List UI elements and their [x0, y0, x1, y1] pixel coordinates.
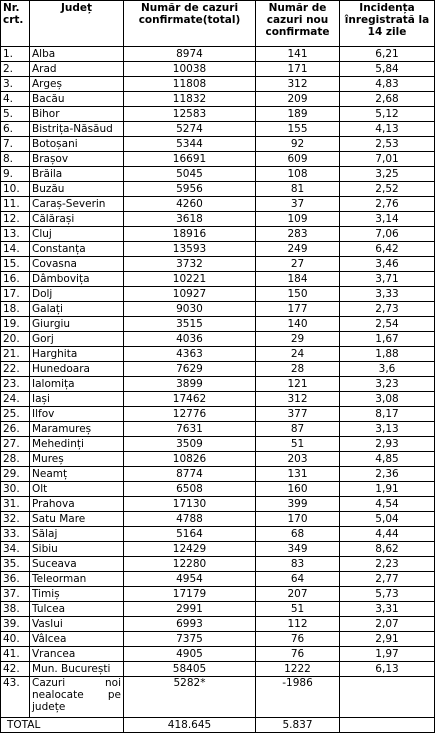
cell-total: 3515 [124, 317, 256, 332]
cell-total: 3899 [124, 377, 256, 392]
cell-nr: 15. [1, 257, 30, 272]
table-row [1, 197, 435, 212]
total-cases: 418.645 [124, 718, 256, 733]
cell-nr: 42. [1, 662, 30, 677]
header-judet: Județ [30, 1, 124, 47]
table-row [1, 332, 435, 347]
cell-total: 5164 [124, 527, 256, 542]
cell-judet: Bihor [30, 107, 124, 122]
cell-new: 37 [256, 197, 340, 212]
cell-nr: 30. [1, 482, 30, 497]
cell-judet: Giurgiu [30, 317, 124, 332]
table-row [1, 62, 435, 77]
total-label: TOTAL [1, 718, 124, 733]
cell-new: 24 [256, 347, 340, 362]
table-row [1, 632, 435, 647]
table-row [1, 542, 435, 557]
table-row [1, 497, 435, 512]
cell-incidence: 4,83 [340, 77, 435, 92]
cell-incidence: 3,31 [340, 602, 435, 617]
cell-total: 10826 [124, 452, 256, 467]
cell-nr: 35. [1, 557, 30, 572]
cell-total: 18916 [124, 227, 256, 242]
cell-incidence: 2,23 [340, 557, 435, 572]
cell-incidence: 5,12 [340, 107, 435, 122]
cell-nr: 4. [1, 92, 30, 107]
cell-judet: Tulcea [30, 602, 124, 617]
cell-total: 12776 [124, 407, 256, 422]
cell-new: 29 [256, 332, 340, 347]
cell-new: 312 [256, 392, 340, 407]
cell-total: 5344 [124, 137, 256, 152]
cell-new: 160 [256, 482, 340, 497]
cell-incidence: 2,07 [340, 617, 435, 632]
cell-incidence: 5,73 [340, 587, 435, 602]
cell-incidence: 3,25 [340, 167, 435, 182]
cell-new: 51 [256, 437, 340, 452]
cell-nr: 10. [1, 182, 30, 197]
cell-judet: Neamț [30, 467, 124, 482]
cell-incidence: 1,97 [340, 647, 435, 662]
cell-incidence: 3,08 [340, 392, 435, 407]
cell-judet: Constanța [30, 242, 124, 257]
cell-total: 17179 [124, 587, 256, 602]
table-row [1, 92, 435, 107]
unallocated-line-2: nealocate pe [32, 689, 121, 701]
table-row [1, 182, 435, 197]
table-row [1, 392, 435, 407]
cell-new: 177 [256, 302, 340, 317]
cell-incidence: 3,6 [340, 362, 435, 377]
cell-judet: Vrancea [30, 647, 124, 662]
cell-total: 11808 [124, 77, 256, 92]
cell-total: 5274 [124, 122, 256, 137]
cell-incidence: 7,06 [340, 227, 435, 242]
cell-total: 4260 [124, 197, 256, 212]
cell-judet: Brașov [30, 152, 124, 167]
cell-nr: 7. [1, 137, 30, 152]
cell-new: 92 [256, 137, 340, 152]
table-body [1, 47, 435, 733]
cell-nr: 5. [1, 107, 30, 122]
cell-new: 51 [256, 602, 340, 617]
table-row [1, 407, 435, 422]
cell-incidence: 2,76 [340, 197, 435, 212]
cell-judet: Arad [30, 62, 124, 77]
cell-new: 109 [256, 212, 340, 227]
cell-incidence: 5,04 [340, 512, 435, 527]
cell-judet: Hunedoara [30, 362, 124, 377]
cell-new: 140 [256, 317, 340, 332]
cell-judet: Satu Mare [30, 512, 124, 527]
cell-judet: Dâmbovița [30, 272, 124, 287]
cell-incidence: 3,33 [340, 287, 435, 302]
table-row [1, 242, 435, 257]
table-row [1, 617, 435, 632]
unallocated-line-3: județe [32, 701, 66, 713]
cell-judet: Covasna [30, 257, 124, 272]
cell-judet: Teleorman [30, 572, 124, 587]
table-row [1, 47, 435, 62]
cell-incidence: 2,73 [340, 302, 435, 317]
cell-nr: 2. [1, 62, 30, 77]
cell-judet: Caraș-Severin [30, 197, 124, 212]
cell-total: 4788 [124, 512, 256, 527]
cell-incidence: 6,42 [340, 242, 435, 257]
cell-nr: 39. [1, 617, 30, 632]
table-row [1, 302, 435, 317]
total-incidence [340, 718, 435, 733]
cell-new: 155 [256, 122, 340, 137]
cell-incidence: 6,21 [340, 47, 435, 62]
cell-nr: 1. [1, 47, 30, 62]
cell-nr: 3. [1, 77, 30, 92]
cell-new: 203 [256, 452, 340, 467]
cell-total: 17462 [124, 392, 256, 407]
cell-total: 58405 [124, 662, 256, 677]
cell-nr: 26. [1, 422, 30, 437]
cell-incidence: 2,77 [340, 572, 435, 587]
cell-new: 81 [256, 182, 340, 197]
cell-nr: 41. [1, 647, 30, 662]
cell-nr: 32. [1, 512, 30, 527]
table-row [1, 212, 435, 227]
table-row [1, 122, 435, 137]
cell-judet: Sălaj [30, 527, 124, 542]
cell-total: 10038 [124, 62, 256, 77]
cell-judet: Timiș [30, 587, 124, 602]
table-row [1, 467, 435, 482]
cell-total: 12583 [124, 107, 256, 122]
cell-judet: Maramureș [30, 422, 124, 437]
cell-nr: 24. [1, 392, 30, 407]
cell-new: 76 [256, 632, 340, 647]
cell-incidence: 3,71 [340, 272, 435, 287]
cell-total: 12280 [124, 557, 256, 572]
cell-judet: Cluj [30, 227, 124, 242]
cell-total: 8974 [124, 47, 256, 62]
header-row [1, 1, 435, 47]
cell-judet: Ilfov [30, 407, 124, 422]
cell-new: 68 [256, 527, 340, 542]
cell-total: 7631 [124, 422, 256, 437]
cell-total: 16691 [124, 152, 256, 167]
table-row [1, 482, 435, 497]
table-row [1, 662, 435, 677]
cell-total: 4905 [124, 647, 256, 662]
cell-new: 609 [256, 152, 340, 167]
table-row [1, 347, 435, 362]
cell-total: 7629 [124, 362, 256, 377]
cell-nr: 22. [1, 362, 30, 377]
cell-new: 209 [256, 92, 340, 107]
cell-judet: Argeș [30, 77, 124, 92]
cell-total: 17130 [124, 497, 256, 512]
cell-incidence: 3,23 [340, 377, 435, 392]
cell-judet: Vaslui [30, 617, 124, 632]
cell-nr: 6. [1, 122, 30, 137]
table-row [1, 77, 435, 92]
cell-judet: Suceava [30, 557, 124, 572]
cell-judet: Harghita [30, 347, 124, 362]
table-row [1, 422, 435, 437]
unallocated-line-1: Cazuri noi [32, 677, 121, 689]
cell-incidence: 4,44 [340, 527, 435, 542]
cell-judet: Galați [30, 302, 124, 317]
cell-incidence: 1,91 [340, 482, 435, 497]
table-row [1, 572, 435, 587]
cell-total: 10221 [124, 272, 256, 287]
cell-total: 8774 [124, 467, 256, 482]
cell-incidence: 2,54 [340, 317, 435, 332]
cell-new: 399 [256, 497, 340, 512]
cell-new: 1222 [256, 662, 340, 677]
header-total-cases: Număr de cazuri confirmate(total) [124, 1, 256, 47]
cell-incidence [340, 677, 435, 718]
cell-judet: Alba [30, 47, 124, 62]
table-row [1, 527, 435, 542]
cell-new: 64 [256, 572, 340, 587]
table-row [1, 512, 435, 527]
cell-nr: 23. [1, 377, 30, 392]
header-incidence: Incidența înregistrată la 14 zile [340, 1, 435, 47]
cell-incidence: 2,93 [340, 437, 435, 452]
cell-incidence: 1,67 [340, 332, 435, 347]
cell-total: 3732 [124, 257, 256, 272]
cell-new: 170 [256, 512, 340, 527]
cell-nr: 17. [1, 287, 30, 302]
cell-nr: 11. [1, 197, 30, 212]
cell-incidence: 1,88 [340, 347, 435, 362]
cell-incidence: 3,13 [340, 422, 435, 437]
cell-new: 121 [256, 377, 340, 392]
cell-total: 5045 [124, 167, 256, 182]
cell-judet: Mehedinți [30, 437, 124, 452]
cell-new: 108 [256, 167, 340, 182]
cell-total: 4363 [124, 347, 256, 362]
cell-judet: Bacău [30, 92, 124, 107]
cell-incidence: 8,17 [340, 407, 435, 422]
cell-new: 171 [256, 62, 340, 77]
cell-judet: Mun. București [30, 662, 124, 677]
cell-total: 5282* [124, 677, 256, 718]
cell-nr: 29. [1, 467, 30, 482]
cell-incidence: 4,85 [340, 452, 435, 467]
cell-incidence: 4,54 [340, 497, 435, 512]
cell-total: 4036 [124, 332, 256, 347]
cell-new: 28 [256, 362, 340, 377]
cell-incidence: 2,91 [340, 632, 435, 647]
cell-nr: 19. [1, 317, 30, 332]
cell-incidence: 6,13 [340, 662, 435, 677]
cell-judet: Vâlcea [30, 632, 124, 647]
cell-new: 283 [256, 227, 340, 242]
cell-nr: 37. [1, 587, 30, 602]
header-nr: Nr. crt. [1, 1, 30, 47]
cell-nr: 43. [1, 677, 30, 718]
table-row [1, 257, 435, 272]
cell-judet: Iași [30, 392, 124, 407]
cell-incidence: 4,13 [340, 122, 435, 137]
cell-total: 13593 [124, 242, 256, 257]
cell-nr: 9. [1, 167, 30, 182]
cell-nr: 34. [1, 542, 30, 557]
table-row [1, 287, 435, 302]
cell-nr: 8. [1, 152, 30, 167]
cell-nr: 13. [1, 227, 30, 242]
cell-judet: Călărași [30, 212, 124, 227]
cell-nr: 38. [1, 602, 30, 617]
cell-unallocated-label [30, 677, 124, 718]
cell-judet: Sibiu [30, 542, 124, 557]
cell-judet: Mureș [30, 452, 124, 467]
cell-judet: Prahova [30, 497, 124, 512]
table-row [1, 602, 435, 617]
cell-nr: 18. [1, 302, 30, 317]
cell-total: 2991 [124, 602, 256, 617]
cell-total: 11832 [124, 92, 256, 107]
cell-incidence: 8,62 [340, 542, 435, 557]
cell-new: 83 [256, 557, 340, 572]
cell-new: 249 [256, 242, 340, 257]
cell-nr: 16. [1, 272, 30, 287]
cell-new: 207 [256, 587, 340, 602]
cell-judet: Bistrița-Năsăud [30, 122, 124, 137]
cell-new: 87 [256, 422, 340, 437]
cell-total: 4954 [124, 572, 256, 587]
total-new-cases: 5.837 [256, 718, 340, 733]
cell-total: 9030 [124, 302, 256, 317]
cell-new: 131 [256, 467, 340, 482]
header-new-cases: Număr de cazuri nou confirmate [256, 1, 340, 47]
cell-nr: 21. [1, 347, 30, 362]
cell-new: 141 [256, 47, 340, 62]
table-row [1, 557, 435, 572]
cell-nr: 31. [1, 497, 30, 512]
cell-new: 184 [256, 272, 340, 287]
cell-judet: Ialomița [30, 377, 124, 392]
cell-total: 3618 [124, 212, 256, 227]
cell-nr: 14. [1, 242, 30, 257]
total-row [1, 718, 435, 733]
cell-new: 76 [256, 647, 340, 662]
cell-new: 150 [256, 287, 340, 302]
cell-nr: 27. [1, 437, 30, 452]
cell-incidence: 5,84 [340, 62, 435, 77]
cell-total: 6993 [124, 617, 256, 632]
table-row [1, 587, 435, 602]
table-row [1, 647, 435, 662]
cell-judet: Botoșani [30, 137, 124, 152]
table-row [1, 377, 435, 392]
cell-incidence: 7,01 [340, 152, 435, 167]
cell-total: 3509 [124, 437, 256, 452]
cell-judet: Olt [30, 482, 124, 497]
cell-total: 10927 [124, 287, 256, 302]
table-row [1, 317, 435, 332]
table-row [1, 272, 435, 287]
cell-judet: Gorj [30, 332, 124, 347]
cell-incidence: 3,46 [340, 257, 435, 272]
cell-nr: 28. [1, 452, 30, 467]
cell-incidence: 2,53 [340, 137, 435, 152]
table-row [1, 137, 435, 152]
cell-nr: 12. [1, 212, 30, 227]
cell-new: -1986 [256, 677, 340, 718]
table-row [1, 437, 435, 452]
cell-incidence: 2,52 [340, 182, 435, 197]
table-row [1, 227, 435, 242]
cell-incidence: 3,14 [340, 212, 435, 227]
cell-new: 377 [256, 407, 340, 422]
unallocated-row [1, 677, 435, 718]
cell-total: 12429 [124, 542, 256, 557]
table-row [1, 152, 435, 167]
cell-new: 27 [256, 257, 340, 272]
cell-incidence: 2,36 [340, 467, 435, 482]
cell-nr: 25. [1, 407, 30, 422]
cell-new: 349 [256, 542, 340, 557]
cell-incidence: 2,68 [340, 92, 435, 107]
cell-total: 6508 [124, 482, 256, 497]
cell-judet: Dolj [30, 287, 124, 302]
cell-new: 312 [256, 77, 340, 92]
cell-nr: 40. [1, 632, 30, 647]
cell-judet: Buzău [30, 182, 124, 197]
table-row [1, 362, 435, 377]
table-row [1, 167, 435, 182]
cell-nr: 33. [1, 527, 30, 542]
cell-judet: Brăila [30, 167, 124, 182]
cell-new: 189 [256, 107, 340, 122]
table-row [1, 107, 435, 122]
table-row [1, 452, 435, 467]
cell-new: 112 [256, 617, 340, 632]
cell-total: 5956 [124, 182, 256, 197]
cell-total: 7375 [124, 632, 256, 647]
cell-nr: 36. [1, 572, 30, 587]
cell-nr: 20. [1, 332, 30, 347]
